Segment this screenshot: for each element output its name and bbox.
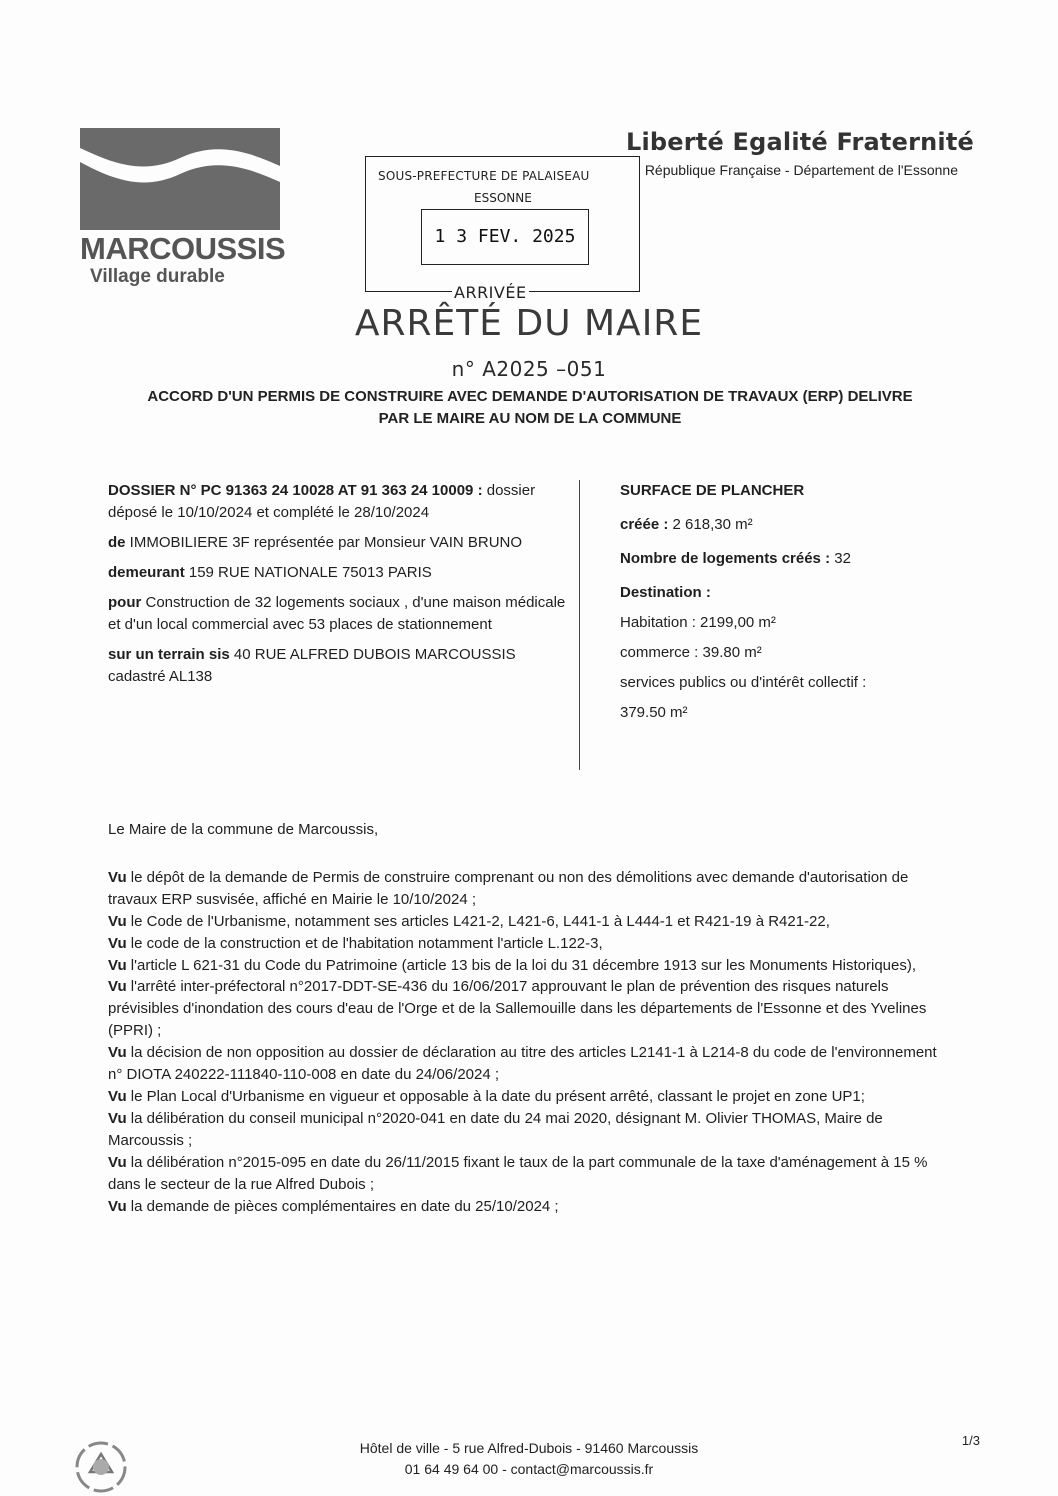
housing-count bbox=[620, 548, 980, 570]
purpose-text: Construction de 32 logements sociaux , d'une maison médicale et d'un local commercial avec 53 places de stationnement bbox=[108, 594, 566, 633]
destination-commerce: commerce : 39.80 m² bbox=[620, 644, 762, 661]
dossier-number bbox=[108, 480, 568, 524]
address bbox=[108, 562, 568, 584]
footer-contact: 01 64 49 64 00 - contact@marcoussis.fr bbox=[404, 1461, 654, 1477]
vu-item bbox=[108, 933, 938, 955]
footer-address: Hôtel de ville - 5 rue Alfred-Dubois - 91460 Marcoussis bbox=[359, 1440, 699, 1456]
housing-count-label: Nombre de logements créés : bbox=[620, 550, 831, 567]
vu-text: la délibération du conseil municipal n°2020-041 en date du 24 mai 2020, désignant M. Olivier THOMAS, Maire de Marcoussis ; bbox=[108, 1109, 883, 1149]
vu-text: l'arrêté inter-préfectoral n°2017-DDT-SE-436 du 16/06/2017 approuvant le plan de prévention des risques naturels prévisibles d'inondation des cours d'eau de l'Orge et de la Sallemouille dans les départements de l'Essonne et des Yvelines (PPRI) ; bbox=[108, 978, 927, 1040]
vu-text: le Plan Local d'Urbanisme en vigueur et opposable à la date du présent arrêté, classant le projet en zone UP1; bbox=[126, 1087, 865, 1105]
applicant bbox=[108, 532, 568, 554]
dossier-column bbox=[108, 480, 568, 696]
stamp-department: ESSONNE bbox=[474, 191, 532, 205]
vu-item bbox=[108, 867, 938, 911]
reception-stamp bbox=[365, 156, 640, 302]
surface-created-label: créée : bbox=[620, 516, 669, 533]
surface-heading bbox=[620, 480, 980, 502]
page-title: ARRÊTÉ DU MAIRE bbox=[354, 303, 704, 344]
vu-text: le dépôt de la demande de Permis de construire comprenant ou non des démolitions avec demande d'autorisation de travaux ERP susvisée, affiché en Mairie le 10/10/2024 ; bbox=[108, 868, 909, 908]
vu-text: l'article L 621-31 du Code du Patrimoine (article 13 bis de la loi du 31 décembre 1913 sur les Monuments Historiques), bbox=[126, 956, 917, 974]
destination-housing: Habitation : 2199,00 m² bbox=[620, 614, 776, 631]
vu-word: Vu bbox=[108, 934, 127, 952]
vu-item bbox=[108, 1152, 938, 1196]
vu-word: Vu bbox=[108, 1109, 127, 1127]
motto: Liberté Egalité Fraternité bbox=[626, 128, 974, 156]
purpose-label: pour bbox=[108, 594, 142, 611]
vu-text: la demande de pièces complémentaires en date du 25/10/2024 ; bbox=[126, 1197, 559, 1215]
land-label: sur un terrain sis bbox=[108, 646, 230, 663]
republic-department: République Française - Département de l'Essonne bbox=[644, 162, 958, 178]
purpose bbox=[108, 592, 568, 636]
dossier-label: DOSSIER N° PC 91363 24 10028 AT 91 363 24 10009 : bbox=[108, 482, 483, 499]
logo-name: MARCOUSSIS bbox=[80, 231, 286, 266]
vu-word: Vu bbox=[108, 978, 127, 996]
address-label: demeurant bbox=[108, 564, 185, 581]
subtitle-line-1: ACCORD D'UN PERMIS DE CONSTRUIRE AVEC DEMANDE D'AUTORISATION DE TRAVAUX (ERP) DELIVRE bbox=[147, 388, 913, 405]
vu-item bbox=[108, 911, 938, 933]
vu-word: Vu bbox=[108, 868, 127, 886]
land bbox=[108, 644, 568, 688]
logo-subtitle: Village durable bbox=[90, 266, 225, 287]
vu-text: la délibération n°2015-095 en date du 26/11/2015 fixant le taux de la part communale de la taxe d'aménagement à 15 % dans le secteur de la rue Alfred Dubois ; bbox=[108, 1153, 928, 1193]
subtitle-line-2: PAR LE MAIRE AU NOM DE LA COMMUNE bbox=[378, 410, 682, 427]
vu-text: la décision de non opposition au dossier de déclaration au titre des articles L2141-1 à L214-8 du code de l'environnement n° DIOTA 240222-111840-110-008 en date du 24/06/2024 ; bbox=[108, 1044, 937, 1084]
stamp-arrival: ARRIVÉE bbox=[454, 283, 527, 302]
housing-count-value: 32 bbox=[830, 550, 851, 567]
applicant-text: IMMOBILIERE 3F représentée par Monsieur VAIN BRUNO bbox=[125, 534, 523, 551]
vu-item bbox=[108, 955, 938, 977]
surface-heading-text: SURFACE DE PLANCHER bbox=[620, 482, 805, 499]
vu-word: Vu bbox=[108, 956, 127, 974]
footer bbox=[0, 1438, 1058, 1480]
vu-item bbox=[108, 976, 938, 1042]
surface-column bbox=[620, 480, 980, 732]
vu-item bbox=[108, 1196, 938, 1218]
wave-logo-icon bbox=[80, 128, 280, 230]
stamp-date: 1 3 FEV. 2025 bbox=[421, 209, 589, 265]
applicant-label: de bbox=[108, 534, 126, 551]
dossier-dates: dossier déposé le 10/10/2024 et complété le 28/10/2024 bbox=[108, 482, 536, 521]
decree-subtitle bbox=[60, 386, 1000, 430]
vu-item bbox=[108, 1108, 938, 1152]
address-text: 159 RUE NATIONALE 75013 PARIS bbox=[184, 564, 432, 581]
vu-text: le Code de l'Urbanisme, notamment ses articles L421-2, L421-6, L441-1 à L444-1 et R421-19 à R421-22, bbox=[126, 912, 830, 930]
stamp-prefecture: SOUS-PREFECTURE DE PALAISEAU bbox=[378, 169, 590, 183]
surface-created-value: 2 618,30 m² bbox=[668, 516, 753, 533]
destination-heading bbox=[620, 582, 980, 604]
destination-services: services publics ou d'intérêt collectif : bbox=[620, 674, 867, 691]
vu-text: le code de la construction et de l'habitation notamment l'article L.122-3, bbox=[126, 934, 603, 952]
vu-item bbox=[108, 1042, 938, 1086]
decree-number: n° A2025 –051 bbox=[451, 357, 607, 381]
land-text: 40 RUE ALFRED DUBOIS MARCOUSSIS cadastré AL138 bbox=[108, 646, 516, 685]
vu-word: Vu bbox=[108, 912, 127, 930]
surface-created bbox=[620, 514, 980, 536]
vu-word: Vu bbox=[108, 1044, 127, 1062]
dossier-summary bbox=[100, 480, 980, 770]
vu-word: Vu bbox=[108, 1087, 127, 1105]
page-number: 1/3 bbox=[961, 1433, 980, 1448]
vu-item bbox=[108, 1086, 938, 1108]
vu-word: Vu bbox=[108, 1153, 127, 1171]
decree-body bbox=[108, 819, 938, 1217]
intro-line: Le Maire de la commune de Marcoussis, bbox=[108, 821, 379, 838]
destination-services-value: 379.50 m² bbox=[620, 704, 688, 721]
destination-label: Destination : bbox=[620, 584, 711, 601]
marcoussis-logo bbox=[80, 128, 285, 288]
vu-word: Vu bbox=[108, 1197, 127, 1215]
column-divider bbox=[579, 480, 580, 770]
